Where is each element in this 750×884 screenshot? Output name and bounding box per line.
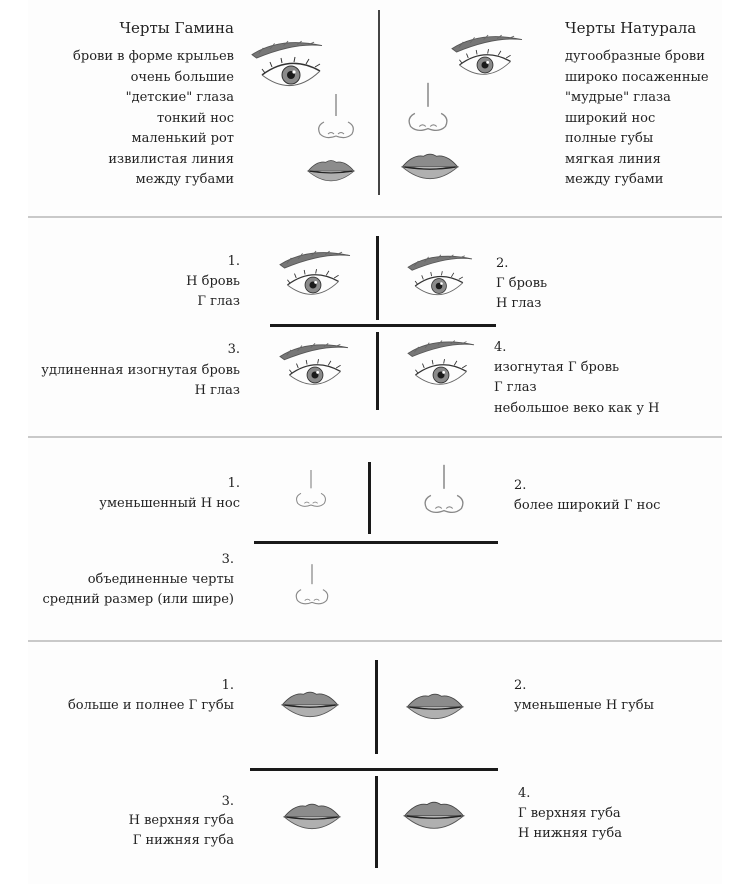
- lips-4-line: Н нижняя губа: [518, 826, 622, 841]
- eye-4-eye-illustration: [412, 360, 470, 390]
- eyes-vertical-divider: [376, 236, 379, 320]
- eye-2-line: Г бровь: [496, 276, 548, 291]
- nose-2-illustration: [420, 462, 468, 520]
- lips-1-line: больше и полнее Г губы: [67, 698, 234, 713]
- natural-line: между губами: [565, 172, 664, 187]
- nose-3-line: объединенные черты: [87, 572, 234, 587]
- natural-eye-illustration: [456, 50, 514, 80]
- eye-3-line: удлиненная изогнутая бровь: [41, 363, 240, 378]
- eye-4-number: 4.: [494, 340, 507, 355]
- eye-4-brow-illustration: [408, 338, 474, 358]
- lips-3-line: Г нижняя губа: [132, 833, 234, 848]
- gamin-line: между губами: [135, 172, 234, 187]
- eye-1-brow-illustration: [280, 248, 350, 270]
- gamin-eye-illustration: [262, 58, 320, 92]
- natural-line: широкий нос: [565, 110, 656, 126]
- noses-horizontal-divider: [254, 541, 498, 544]
- eye-3-line: Н глаз: [194, 383, 240, 398]
- lips-1-number: 1.: [221, 678, 234, 693]
- gamin-line: маленький рот: [131, 131, 234, 146]
- nose-1-illustration: [292, 470, 330, 510]
- eye-1-eye-illustration: [284, 270, 342, 300]
- eyes-vertical-divider: [376, 332, 379, 410]
- gamin-brow-illustration: [252, 38, 322, 60]
- eye-4-line: Г глаз: [494, 380, 537, 395]
- lips-4-illustration: [404, 800, 464, 834]
- gamin-line: брови в форме крыльев: [73, 49, 234, 64]
- gamin-line: очень большие: [130, 69, 234, 85]
- nose-3-number: 3.: [221, 552, 234, 567]
- noses-vertical-divider: [368, 462, 371, 534]
- lips-2-line: уменьшеные Н губы: [514, 698, 654, 713]
- natural-line: мягкая линия: [565, 151, 661, 167]
- gamin-line: тонкий нос: [156, 110, 234, 126]
- lips-vertical-divider: [375, 776, 378, 868]
- lips-3-line: Н верхняя губа: [128, 813, 234, 828]
- natural-title: Черты Натурала: [565, 19, 697, 37]
- lips-vertical-divider: [375, 660, 378, 754]
- eye-3-eye-illustration: [286, 360, 344, 390]
- gamin-line: извилистая линия: [108, 151, 234, 167]
- lips-3-number: 3.: [221, 794, 234, 809]
- nose-2-number: 2.: [514, 478, 527, 493]
- eye-2-brow-illustration: [408, 252, 472, 272]
- gamin-lips-illustration: [308, 158, 354, 186]
- lips-horizontal-divider: [250, 768, 498, 771]
- lips-2-number: 2.: [514, 678, 527, 693]
- nose-1-line: уменьшенный Н нос: [99, 496, 240, 511]
- natural-line: полные губы: [565, 131, 654, 146]
- gamin-nose-illustration: [314, 90, 358, 146]
- section-separator: [28, 640, 722, 642]
- lips-4-number: 4.: [518, 786, 531, 801]
- section-separator: [28, 216, 722, 218]
- gamin-title: Черты Гамина: [119, 19, 234, 37]
- nose-2-line: более широкий Г нос: [514, 498, 661, 513]
- lips-3-illustration: [282, 802, 342, 834]
- nose-1-number: 1.: [227, 476, 240, 491]
- eye-2-line: Н глаз: [496, 296, 542, 311]
- eye-1-line: Г глаз: [197, 294, 240, 309]
- eye-3-brow-illustration: [280, 340, 348, 362]
- section-separator: [28, 436, 722, 438]
- natural-line: дугообразные брови: [565, 49, 705, 64]
- natural-line: "мудрые" глаза: [565, 90, 671, 105]
- natural-lips-illustration: [402, 152, 458, 184]
- lips-4-line: Г верхняя губа: [518, 806, 621, 821]
- natural-line: широко посаженные: [565, 69, 709, 85]
- eye-3-number: 3.: [227, 342, 240, 357]
- eye-4-line: изогнутая Г бровь: [494, 360, 620, 375]
- eye-1-number: 1.: [227, 254, 240, 269]
- eye-2-number: 2.: [496, 256, 509, 271]
- eye-4-line: небольшое веко как у Н: [494, 401, 660, 416]
- top-divider: [378, 10, 380, 195]
- lips-2-illustration: [406, 692, 464, 724]
- lips-1-illustration: [282, 690, 338, 722]
- eyes-horizontal-divider: [270, 324, 496, 327]
- nose-3-illustration: [292, 562, 332, 610]
- natural-nose-illustration: [404, 78, 452, 140]
- eye-1-line: Н бровь: [186, 274, 240, 289]
- eye-2-eye-illustration: [412, 272, 466, 300]
- gamin-line: "детские" глаза: [125, 90, 234, 105]
- nose-3-line: средний размер (или шире): [42, 592, 234, 607]
